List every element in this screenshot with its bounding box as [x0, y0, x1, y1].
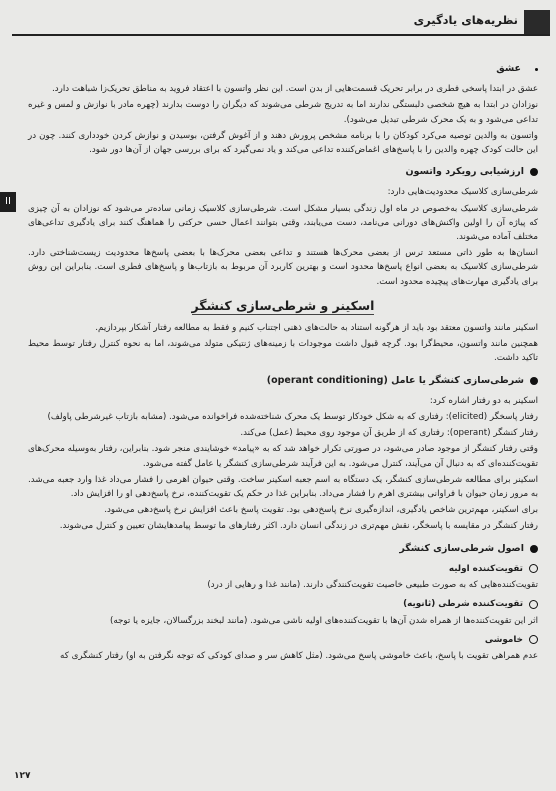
paragraph: اسکینر به دو رفتار اشاره کرد:	[429, 395, 538, 406]
bullet-icon	[535, 68, 538, 71]
paragraph: همچنین مانند واتسون، محیط‌گرا بود. گرچه قبول داشت موجودات با زمینه‌های ژنتیکی متولد می‌شوند، اما به نحوه کنترل رفتار توسط محیط تاکید داشت.	[28, 339, 538, 364]
paragraph: برای اسکینر، مهم‌ترین شاخص یادگیری، اندازه‌گیری نرخ پاسخ‌دهی بود. تقویت پاسخ باعث افزایش نرخ پاسخ‌دهی می‌شود.	[104, 505, 538, 516]
subheading-extinction	[28, 633, 538, 647]
paragraph: عشق در ابتدا پاسخی فطری در برابر تحریک قسمت‌هایی از بدن است. این نظر واتسون با اعتقاد فروید به مناطق تحریک‌زا شباهت دارد.	[52, 84, 538, 95]
paragraph: انسان‌ها به طور ذاتی مستعد ترس از بعضی محرک‌ها هستند و تداعی بعضی محرک‌ها با بعضی پاسخ‌ها محدودیت زیست‌شناختی دارد. شرطی‌سازی کلاسیک به بعضی انواع پاسخ‌ها محدود است و بهترین کاربرد آن مربوط به بازتاب‌ها و پاسخ‌های فطری است. بنابراین این روش برای یادگیری مهارت‌های پیچیده محدود است.	[28, 248, 538, 287]
paragraph: شرطی‌سازی کلاسیک به‌خصوص در ماه اول زندگی بسیار مشکل است. شرطی‌سازی کلاسیک زمانی ساده‌تر می‌شود که نوزادان به آن چیزی که پیاژه آن را اولین واکنش‌های دورانی می‌نامد، دست می‌یابند، وقتی بتوانند اعمال حسی حرکتی را هماهنگ کنند برای یادگیری تداعی‌های مختلف آماده می‌شوند.	[28, 203, 538, 243]
paragraph: رفتار کنشگر در مقایسه با پاسخگر، نقش مهم‌تری در زندگی انسان دارد. اکثر رفتارهای ما توسط پیامدهایشان تعیین و کنترل می‌شوند.	[59, 521, 538, 532]
circle-bullet-icon	[529, 635, 538, 644]
circle-bullet-icon	[529, 564, 538, 573]
section-heading-operant	[28, 374, 538, 388]
paragraph: تقویت‌کننده‌هایی که به صورت طبیعی خاصیت تقویت‌کنندگی دارند. (مانند غذا و رهایی از درد)	[207, 580, 538, 591]
heading-text: تقویت‌کننده اولیه	[448, 563, 523, 574]
main-heading-skinner	[28, 299, 538, 313]
paragraph: رفتار کنشگر (operant): رفتاری که از طریق آن موجود روی محیط (عمل) می‌کند.	[240, 428, 538, 439]
heading-text: اصول شرطی‌سازی کنشگر	[399, 542, 524, 554]
paragraph: نوزادان در ابتدا به هیچ شخصی دلبستگی ندارند اما به تدریج شرطی می‌شوند که دیگران را دوست بدارند (چهره مادر با نوازش و لمس و غیره تداعی می‌شود و به یک محرک شرطی تبدیل می‌شود).	[28, 100, 538, 125]
heading-text: اسکینر و شرطی‌سازی کنشگر	[191, 297, 375, 313]
paragraph: وقتی رفتار کنشگر از موجود صادر می‌شود، در صورتی تکرار خواهد شد که به «پیامد» خوشایندی منجر شود. بنابراین، رفتار به‌وسیله محرک‌های تقویت‌کننده‌ای که به دنبال آن می‌آیند، کنترل می‌شود. به این فرآیند شرطی‌سازی کنشگر یا عامل گفته می‌شود.	[28, 444, 538, 469]
section-heading-principles	[28, 542, 538, 556]
section-heading-evaluation	[28, 165, 538, 179]
heading-text: تقویت‌کننده شرطی (ثانویه)	[403, 599, 523, 610]
paragraph: اسکینر مانند واتسون معتقد بود باید از هرگونه استناد به حالت‌های ذهنی اجتناب کنیم و فقط به مطالعه رفتار آشکار بپردازیم.	[95, 323, 538, 334]
heading-text: خاموشی	[484, 634, 523, 645]
section-heading-love	[28, 62, 538, 76]
paragraph: شرطی‌سازی کلاسیک محدودیت‌هایی دارد:	[387, 187, 538, 198]
heading-text: عشق	[496, 63, 521, 74]
subheading-primary-reinforcer	[28, 562, 538, 576]
paragraph: رفتار پاسخگر (elicited): رفتاری که به شکل خودکار توسط یک محرک شناخته‌شده فراخوانده می‌شود. (مشابه بازتاب غیرشرطی پاولف)	[47, 412, 538, 423]
page-header-title: نظریه‌های یادگیری	[413, 13, 518, 27]
subheading-secondary-reinforcer	[28, 597, 538, 611]
page-number: ۱۲۷	[14, 771, 31, 781]
paragraph: واتسون به والدین توصیه می‌کرد کودکان را با برنامه مشخص پرورش دهند و از آغوش گرفتن، بوسیدن و نوازش کردن خودداری کنند. چون در این حالت کودک چهره والدین را با پاسخ‌های اغماض‌کننده تداعی می‌کند و یاد نمی‌گیرد که برای بررسی جهان از آن‌ها دور شود.	[28, 130, 538, 156]
bullet-icon	[530, 377, 538, 385]
paragraph: عدم همراهی تقویت با پاسخ، باعث خاموشی پاسخ می‌شود. (مثل کاهش سر و صدای کودکی که توجه نگرفتن به او) رفتار کنشگری که	[60, 650, 538, 661]
heading-text: ارزشیابی رویکرد واتسون	[405, 166, 524, 178]
chapter-tab: II	[0, 192, 16, 212]
circle-bullet-icon	[529, 600, 538, 609]
paragraph: اسکینر برای مطالعه شرطی‌سازی کنشگر، یک دستگاه به اسم جعبه اسکینر ساخت. وقتی حیوان اهرمی را فشار می‌داد غذا وارد جعبه می‌شد. به مرور زمان حیوان با فراوانی بیشتری اهرم را فشار می‌داد. بنابراین غذا در حکم یک تقویت‌کننده، نرخ پاسخ‌دهی او را افزایش داد.	[28, 474, 538, 500]
page-content	[28, 54, 538, 665]
heading-text: شرطی‌سازی کنشگر یا عامل (operant conditioning)	[266, 374, 524, 386]
bullet-icon	[530, 545, 538, 553]
bullet-icon	[530, 168, 538, 176]
header-accent-block	[524, 10, 550, 34]
paragraph: اثر این تقویت‌کننده‌ها از همراه شدن آن‌ها با تقویت‌کننده‌های اولیه ناشی می‌شود. (مانند لبخند بزرگسالان، جایزه یا توجه)	[109, 615, 538, 626]
